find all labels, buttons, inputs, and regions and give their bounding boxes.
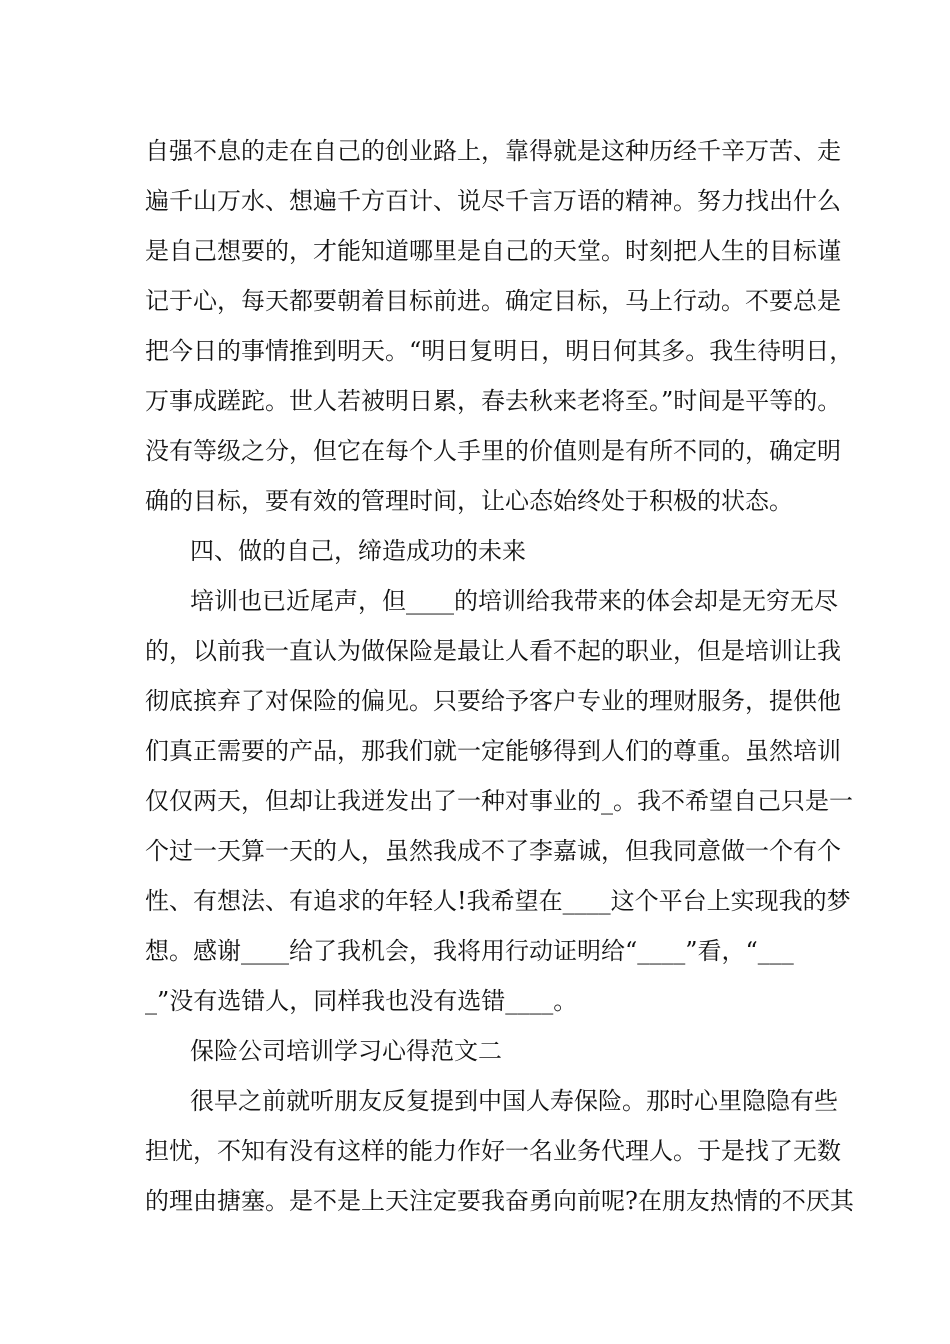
body-text-line: 仅仅两天，但却让我迸发出了一种对事业的_。我不希望自己只是一: [145, 787, 853, 815]
paragraph-first-line: 培训也已近尾声，但____的培训给我带来的体会却是无穷无尽: [190, 587, 838, 615]
body-text-line: 没有等级之分，但它在每个人手里的价值则是有所不同的，确定明: [145, 437, 841, 465]
body-text-line: 担忧，不知有没有这样的能力作好一名业务代理人。于是找了无数: [145, 1137, 841, 1165]
section-heading: 四、做的自己，缔造成功的未来: [190, 537, 526, 565]
article-subtitle: 保险公司培训学习心得范文二: [190, 1037, 502, 1065]
body-text-line: 们真正需要的产品，那我们就一定能够得到人们的尊重。虽然培训: [145, 737, 841, 765]
body-text-line: 万事成蹉跎。世人若被明日累，春去秋来老将至。”时间是平等的。: [145, 387, 842, 415]
body-text-line: 的，以前我一直认为做保险是最让人看不起的职业，但是培训让我: [145, 637, 841, 665]
body-text-line: 记于心，每天都要朝着目标前进。确定目标，马上行动。不要总是: [145, 287, 841, 315]
body-text-line: 遍千山万水、想遍千方百计、说尽千言万语的精神。努力找出什么: [145, 187, 841, 215]
body-text-line: 个过一天算一天的人，虽然我成不了李嘉诚，但我同意做一个有个: [145, 837, 841, 865]
body-text-line: 性、有想法、有追求的年轻人!我希望在____这个平台上实现我的梦: [145, 887, 851, 915]
body-text-line: 把今日的事情推到明天。“明日复明日，明日何其多。我生待明日，: [145, 337, 854, 365]
body-text-line: 的理由搪塞。是不是上天注定要我奋勇向前呢?在朋友热情的不厌其: [145, 1187, 854, 1215]
body-text-line: 彻底摈弃了对保险的偏见。只要给予客户专业的理财服务，提供他: [145, 687, 841, 715]
body-text-line: 想。感谢____给了我机会，我将用行动证明给“____”看，“___: [145, 937, 794, 965]
body-text-line: 自强不息的走在自己的创业路上，靠得就是这种历经千辛万苦、走: [145, 137, 841, 165]
body-text-line: 是自己想要的，才能知道哪里是自己的天堂。时刻把人生的目标谨: [145, 237, 841, 265]
body-text-line: 确的目标，要有效的管理时间，让心态始终处于积极的状态。: [145, 487, 793, 515]
paragraph-first-line: 很早之前就听朋友反复提到中国人寿保险。那时心里隐隐有些: [190, 1087, 838, 1115]
body-text-line: _”没有选错人，同样我也没有选错____。: [145, 987, 578, 1015]
